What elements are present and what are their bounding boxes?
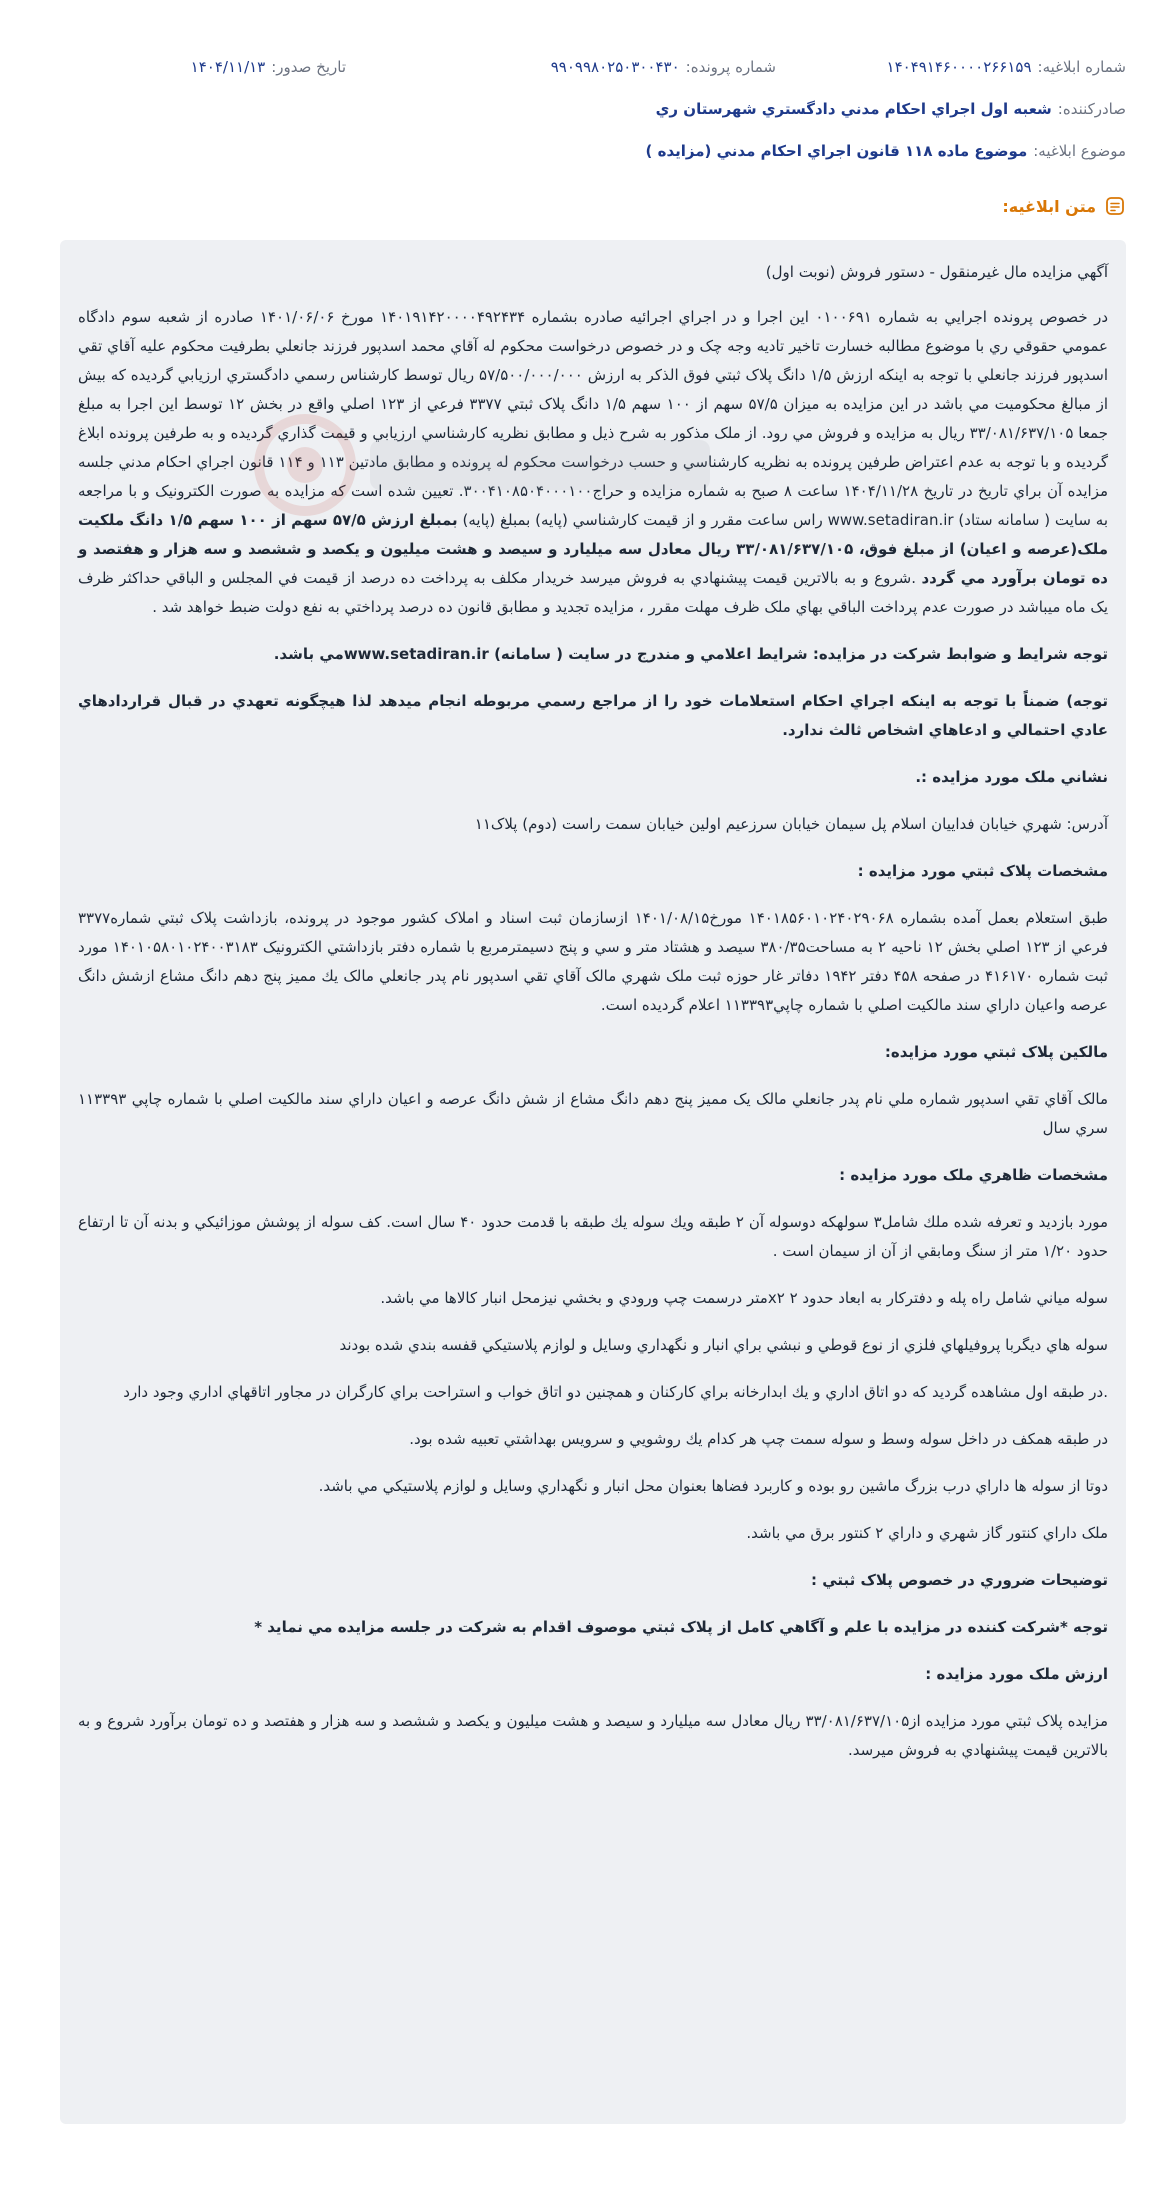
issue-date-value: ۱۴۰۴/۱۱/۱۳ bbox=[190, 58, 266, 76]
notice-number-field bbox=[776, 58, 1126, 76]
owners-heading: مالكين پلاک ثبتي مورد مزايده: bbox=[884, 1043, 1108, 1061]
intro-text-bold: بمبلغ ارزش ۵۷/۵ سهم از ۱۰۰ سهم ۱/۵ دانگ ملكيت ملک(عرصه و اعيان) از مبلغ فوق، ۳۳/۰۸۱/۶۳۷/۱۰۵ ريال معادل سه ميليارد و سيصد و هشت ميليون و يكصد و ششصد و سه هزار و هفتصد و ده تومان برآورد مي گردد bbox=[78, 511, 1109, 587]
issuer-value: شعبه اول اجراي احكام مدني دادگستري شهرستان ري bbox=[655, 100, 1052, 118]
subject-label: موضوع ابلاغيه: bbox=[1033, 142, 1126, 160]
notice-text-header bbox=[0, 192, 1126, 220]
attention-paragraph: توجه) ضمناً با توجه به اينكه اجراي احكام استعلامات خود را از مراجع رسمي مربوطه انجام ميدهد لذا هيچگونه تعهدي در قبال قراردادهاي عادي احتمالي و ادعاهاي اشخاص ثالث ندارد. bbox=[78, 692, 1108, 739]
issue-date-field bbox=[191, 58, 346, 76]
plate-text: طبق استعلام بعمل آمده بشماره ۱۴۰۱۸۵۶۰۱۰۲۴۰۲۹۰۶۸ مورخ۱۴۰۱/۰۸/۱۵ ازسازمان ثبت اسناد و املاک كشور موجود در پرونده، بازداشت پلاک ثبتي شماره۳۳۷۷ فرعي از ۱۲۳ اصلي بخش ۱۲ ناحيه ۲ به مساحت۳۸۰/۳۵ سيصد و هشتاد متر و سي و پنج دسيمترمربع با شماره دفتر بازداشتي الكترونيک ۱۴۰۱۰۵۸۰۱۰۲۴۰۰۳۱۸۳ مورد ثبت شماره ۴۱۶۱۷۰ در صفحه ۴۵۸ دفتر ۱۹۴۲ دفاتر غار حوزه ثبت ملک شهري مالک آقاي تقي اسدپور نام پدر جانعلي مالک يك مميز پنج دهم دانگ مشاع ازشش دانگ عرصه واعيان داراي سند مالكيت اصلي با شماره چاپي۱۱۳۳۹۳ اعلام گرديده است. bbox=[78, 909, 1108, 1014]
meta-row-subject bbox=[0, 136, 1126, 166]
intro-paragraph bbox=[78, 303, 1108, 622]
owners-text: مالک آقاي تقي اسدپور شماره ملي نام پدر جانعلي مالک يک مميز پنج دهم دانگ مشاع از شش دانگ عرصه و اعيان داراي سند مالكيت اصلي با شماره چاپي ۱۱۳۳۹۳ سري سال bbox=[78, 1090, 1108, 1137]
document-icon bbox=[1104, 195, 1126, 217]
notes-heading: توضيحات ضروري در خصوص پلاک ثبتي : bbox=[811, 1571, 1108, 1589]
subject-value: موضوع ماده ۱۱۸ قانون اجراي احكام مدني (مزايده ) bbox=[645, 142, 1028, 160]
meta-row-numbers bbox=[0, 52, 1126, 82]
features-paragraph-1: مورد بازديد و تعرفه شده ملك شامل۳ سولهكه دوسوله آن ۲ طبقه ويك سوله يك طبقه با قدمت حدود ۴۰ سال است. كف سوله از پوشش موزائيكي و بدنه آن تا ارتفاع حدود ۱/۲۰ متر از سنگ ومابقي از آن از سيمان است . bbox=[78, 1213, 1108, 1260]
features-paragraph-5: در طبقه همكف در داخل سوله وسط و سوله سمت چپ هر كدام يك روشويي و سرويس بهداشتي تعبيه شده بود. bbox=[409, 1430, 1108, 1448]
intro-text-end: .شروع و به بالاترين قيمت پيشنهادي به فروش ميرسد خريدار مكلف به پرداخت ده درصد از قيمت في المجلس و الباقي حداكثر ظرف يک ماه ميباشد در صورت عدم پرداخت الباقي بهاي ملک ظرف مهلت مقرر ، مزايده تجديد و مطابق قانون ده درصد پرداختي به نفع دولت ضبط خواهد شد . bbox=[78, 569, 1108, 616]
notice-number-value: ۱۴۰۴۹۱۴۶۰۰۰۰۲۶۶۱۵۹ bbox=[886, 58, 1032, 76]
issuer-label: صادركننده: bbox=[1057, 100, 1126, 118]
address-text: آدرس: شهري خيابان فداييان اسلام پل سيمان خيابان سرزعيم اولين خيابان سمت راست (دوم) پلاک۱۱ bbox=[474, 815, 1108, 833]
value-text: مزايده پلاک ثبتي مورد مزايده از۳۳/۰۸۱/۶۳۷/۱۰۵ ريال معادل سه ميليارد و سيصد و هشت ميليون و يكصد و ششصد و سه هزار و هفتصد و ده تومان برآورد شروع و به بالاترين قيمت پيشنهادي به فروش ميرسد. bbox=[78, 1712, 1108, 1759]
features-paragraph-7: ملک داراي كنتور گاز شهري و داراي ۲ كنتور برق مي باشد. bbox=[746, 1524, 1108, 1542]
issue-date-label: تاريخ صدور: bbox=[271, 58, 346, 76]
case-number-label: شماره پرونده: bbox=[685, 58, 776, 76]
notice-text-title: متن ابلاغيه: bbox=[1002, 196, 1096, 216]
conditions-paragraph: توجه شرايط و ضوابط شركت در مزايده: شرايط اعلامي و مندرج در سايت ( سامانه) www.setadiran.irمي باشد. bbox=[273, 645, 1108, 663]
value-heading: ارزش ملک مورد مزايده : bbox=[925, 1665, 1108, 1683]
notice-number-label: شماره ابلاغيه: bbox=[1037, 58, 1126, 76]
notice-title: آگهي مزايده مال غيرمنقول - دستور فروش (نوبت اول) bbox=[765, 263, 1108, 281]
case-number-field bbox=[346, 58, 776, 76]
features-paragraph-4: .در طبقه اول مشاهده گرديد كه دو اتاق اداري و يك ابدارخانه براي كاركنان و همچنين دو اتاق خواب و استراحت براي كارگران در مجاور اتاقهاي اداري وجود دارد bbox=[123, 1383, 1108, 1401]
features-paragraph-6: دوتا از سوله ها داراي درب بزرگ ماشين رو بوده و كاربرد فضاها بعنوان محل انبار و نگهداري وسايل و لوازم پلاستيكي مي باشد. bbox=[318, 1477, 1108, 1495]
intro-text-start: در خصوص پرونده اجرايي به شماره ۰۱۰۰۶۹۱ اين اجرا و در اجراي اجرائيه صادره بشماره ۱۴۰۱۹۱۴۲۰۰۰۰۴۹۲۴۳۴ مورخ ۱۴۰۱/۰۶/۰۶ صادره از شعبه سوم دادگاه عمومي حقوقي ري با موضوع مطالبه خسارت تاخير تاديه وجه چک و در خصوص درخواست محکوم له آقاي محمد اسدپور فرزند جانعلي بطرفيت محكوم عليه آقاي تقي اسدپور فرزند جانعلي با توجه به اينكه ارزش ۱/۵ دانگ پلاک ثبتي فوق الذكر به ارزش ۵۷/۵۰۰/۰۰۰/۰۰۰ ريال توسط كارشناس رسمي دادگستري ارزيابي گرديده كه بيش از مبالغ محكوميت مي باشد در اين مزايده به ميزان ۵۷/۵ سهم از ۱۰۰ سهم ۱/۵ دانگ پلاک ثبتي ۳۳۷۷ فرعي از ۱۲۳ اصلي واقع در بخش ۱۲ توسط اين اجرا به مبلغ جمعا ۳۳/۰۸۱/۶۳۷/۱۰۵ ريال به مزايده و فروش مي رود. از ملک مذكور به شرح ذيل و مطابق نظريه كارشناسي ارزيابي و قيمت گذاري گرديده و به طرفين پرونده ابلاغ گرديده و با توجه به عدم اعتراض طرفين پرونده به نظريه كارشناسي و حسب درخواست محكوم له پرونده و مطابق مادتين ۱۱۳ و ۱۱۴ قانون اجراي احكام مدني جلسه مزايده آن براي تاريخ در تاريخ ۱۴۰۴/۱۱/۲۸ ساعت ۸ صبح به شماره مزايده و حراج۳۰۰۴۱۰۸۵۰۴۰۰۰۱۰۰. تعيين شده است كه مزايده به صورت الكترونيک و با مراجعه به سايت ( سامانه ستاد) www.setadiran.ir راس ساعت مقرر و از قيمت كارشناسي (پايه) بمبلغ (پايه) bbox=[78, 308, 1109, 529]
address-heading: نشاني ملک مورد مزايده :. bbox=[915, 768, 1108, 786]
features-heading: مشخصات ظاهري ملک مورد مزايده : bbox=[839, 1166, 1108, 1184]
plate-heading: مشخصات پلاک ثبتي مورد مزايده : bbox=[857, 862, 1108, 880]
features-paragraph-3: سوله هاي ديگربا پروفيلهاي فلزي از نوع قوطي و نبشي براي انبار و نگهداري وسايل و لوازم پلاستيكي قفسه بندي شده بودند bbox=[339, 1336, 1108, 1354]
notes-text: توجه *شركت كننده در مزايده با علم و آگاهي كامل از پلاک ثبتي موصوف اقدام به شركت در جلسه مزايده مي نمايد * bbox=[254, 1618, 1108, 1636]
meta-row-issuer bbox=[0, 94, 1126, 124]
case-number-value: ۹۹۰۹۹۸۰۲۵۰۳۰۰۴۳۰ bbox=[550, 58, 680, 76]
features-paragraph-2: سوله مياني شامل راه پله و دفتركار به ابعاد حدود ۲ x۲متر درسمت چپ ورودي و بخشي نيزمحل انبار كالاها مي باشد. bbox=[380, 1289, 1108, 1307]
notice-content-box bbox=[60, 240, 1126, 2124]
